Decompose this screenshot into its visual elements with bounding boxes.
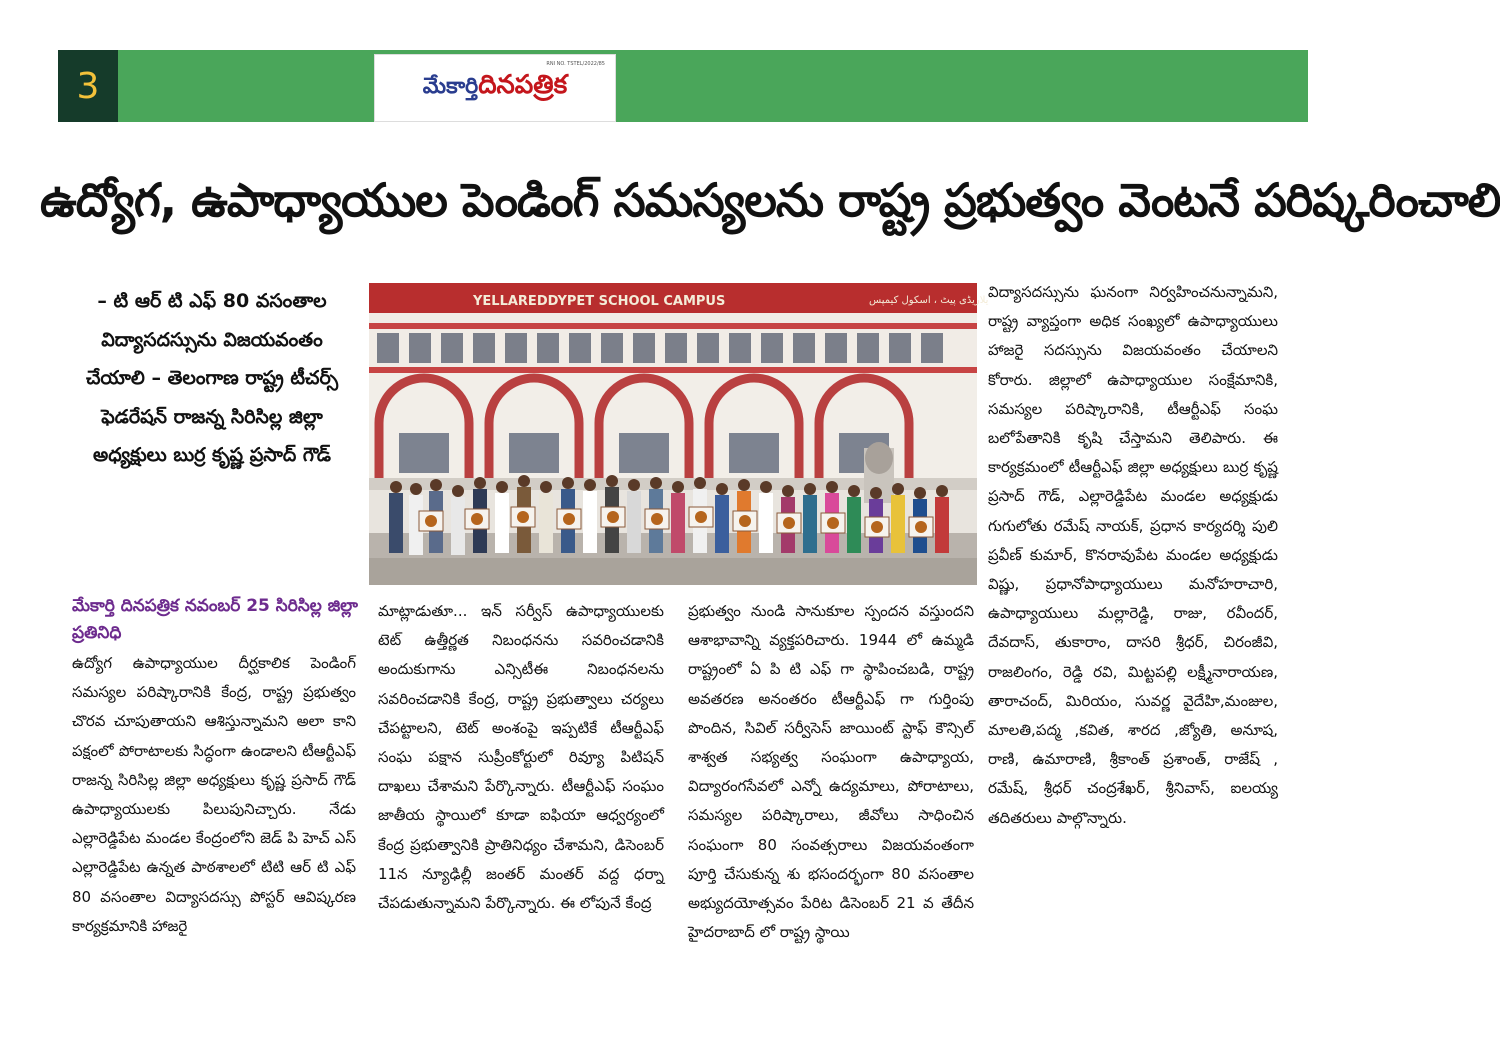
registration-number: RNI NO. TSTEL/2022/85 — [546, 61, 605, 67]
article-photo — [369, 283, 989, 585]
newspaper-name-first: మేకార్తి — [422, 74, 479, 99]
masthead-bar — [58, 50, 1308, 122]
headline: ఉద్యోగ, ఉపాధ్యాయుల పెండింగ్ సమస్యలను రాష్ట్ర ప్రభుత్వం వెంటనే పరిష్కరించాలి — [40, 173, 1500, 227]
newspaper-logo — [374, 54, 616, 122]
article-column-4: విద్యాసదస్సును ఘనంగా నిర్వహించనున్నామని, రాష్ట్ర వ్యాప్తంగా అధిక సంఖ్యలో ఉపాధ్యాయులు హాజరై సదస్సును విజయవంతం చేయాలని కోరారు. జిల్లాలో ఉపాధ్యాయుల సంక్షేమానికి, సమస్యల పరిష్కారానికి, టీఆర్టీఎఫ్ సంఘ బలోపేతానికి కృషి చేస్తామని తెలిపారు. ఈ కార్యక్రమంలో టీఆర్టీఎఫ్ జిల్లా అధ్యక్షులు బుర్ర కృష్ణ ప్రసాద్ గౌడ్, ఎల్లారెడ్డిపేట మండల అధ్యక్షుడు గుగులోతు రమేష్ నాయక్, ప్రధాన కార్యదర్శి పులి ప్రవీణ్ కుమార్, కొనరావుపేట మండల అధ్యక్షుడు విష్ణు, ప్రధానోపాధ్యాయులు మనోహరాచారి, ఉపాధ్యాయులు మల్లారెడ్డి, రాజు, రవీందర్, దేవదాస్, తుకారాం, దాసరి శ్రీధర్, చిరంజీవి, రాజలింగం, రెడ్డి రవి, మిట్టపల్లి లక్ష్మీనారాయణ, తారాచంద్, మిరియం, సువర్ణ వైదేహి,మంజుల, మాలతి,పద్మ ,కవిత, శారద ,జ్యోతి, అనూష, రాణి, ఉమారాణి, శ్రీకాంత్ ప్రశాంత్, రాజేష్ , రమేష్, శ్రీధర్ చంద్రశేఖర్, శ్రీనివాస్, ఐలయ్య తదితరులు పాల్గొన్నారు. — [988, 283, 1278, 827]
school-banner-text: YELLAREDDYPET SCHOOL CAMPUS — [473, 294, 726, 309]
newspaper-name-rest: దినపత్రిక — [478, 70, 568, 100]
school-banner-urdu: یلاریڈی پیٹ ، اسکول کیمپس — [869, 295, 989, 306]
article-column-3: ప్రభుత్వం నుండి సానుకూల స్పందన వస్తుందని ఆశాభావాన్ని వ్యక్తపరిచారు. 1944 లో ఉమ్మడి రాష్ట్రంలో ఏ పి టి ఎఫ్ గా స్థాపించబడి, రాష్ట్ర అవతరణ అనంతరం టీఆర్టీఎఫ్ గా గుర్తింపు పొందిన, సివిల్ సర్వీసెస్ జాయింట్ స్టాఫ్ కౌన్సిల్ శాశ్వత సభ్యత్వ సంఘంగా ఉపాధ్యాయ, విద్యారంగసేవలో ఎన్నో ఉద్యమాలు, పోరాటాలు, సమస్యల పరిష్కారాలు, జీవోలు సాధించిన సంఘంగా 80 సంవత్సరాలు విజయవంతంగా పూర్తి చేసుకున్న శు భసందర్భంగా 80 వసంతాల అభ్యుదయోత్సవం పేరిట డిసెంబర్ 21 వ తేదీన హైదరాబాద్ లో రాష్ట్ర స్థాయి — [688, 602, 974, 942]
subheadline: – టి ఆర్ టి ఎఫ్ 80 వసంతాల విద్యాసదస్సును విజయవంతం చేయాలి – తెలంగాణ రాష్ట్ర టీచర్స్ ఫెడరేషన్ రాజన్న సిరిసిల్ల జిల్లా అధ్యక్షులు బుర్ర కృష్ణ ప్రసాద్ గౌడ్ — [85, 290, 339, 466]
page-number: 3 — [58, 50, 118, 122]
newspaper-name — [423, 70, 567, 106]
dateline: మేకార్తి దినపత్రిక నవంబర్ 25 సిరిసిల్ల జిల్లా ప్రతినిధి — [72, 596, 358, 643]
article-column-1: ఉద్యోగ ఉపాధ్యాయుల దీర్ఘకాలిక పెండింగ్ సమస్యల పరిష్కారానికి కేంద్ర, రాష్ట్ర ప్రభుత్వం చొరవ చూపుతాయని ఆశిస్తున్నామని అలా కాని పక్షంలో పోరాటాలకు సిద్ధంగా ఉండాలని టీఆర్టీఎఫ్ రాజన్న సిరిసిల్ల జిల్లా అధ్యక్షులు కృష్ణ ప్రసాద్ గౌడ్ ఉపాధ్యాయులకు పిలుపునిచ్చారు. నేడు ఎల్లారెడ్డిపేట మండల కేంద్రంలోని జెడ్ పి హెచ్ ఎస్ ఎల్లారెడ్డిపేట ఉన్నత పాఠశాలలో టిటి ఆర్ టి ఎఫ్ 80 వసంతాల విద్యాసదస్సు పోస్టర్ ఆవిష్కరణ కార్యక్రమానికి హాజరై — [72, 654, 356, 935]
article-column-2: మాట్లాడుతూ... ఇన్ సర్వీస్ ఉపాధ్యాయులకు టెట్ ఉత్తీర్ణత నిబంధనను సవరించడానికి అందుకుగాను ఎన్సిటీఈ నిబంధనలను సవరించడానికి కేంద్ర, రాష్ట్ర ప్రభుత్వాలు చర్యలు చేపట్టాలని, టెట్ అంశంపై ఇప్పటికే టీఆర్టీఎఫ్ సంఘ పక్షాన సుప్రీంకోర్టులో రివ్యూ పిటిషన్ దాఖలు చేశామని పేర్కొన్నారు. టీఆర్టీఎఫ్ సంఘం జాతీయ స్థాయిలో కూడా ఐఫియా ఆధ్వర్యంలో కేంద్ర ప్రభుత్వానికి ప్రాతినిధ్యం చేశామని, డిసెంబర్ 11న న్యూఢిల్లీ జంతర్ మంతర్ వద్ద ధర్నా చేపడుతున్నామని పేర్కొన్నారు. ఈ లోపునే కేంద్ర — [378, 602, 664, 913]
